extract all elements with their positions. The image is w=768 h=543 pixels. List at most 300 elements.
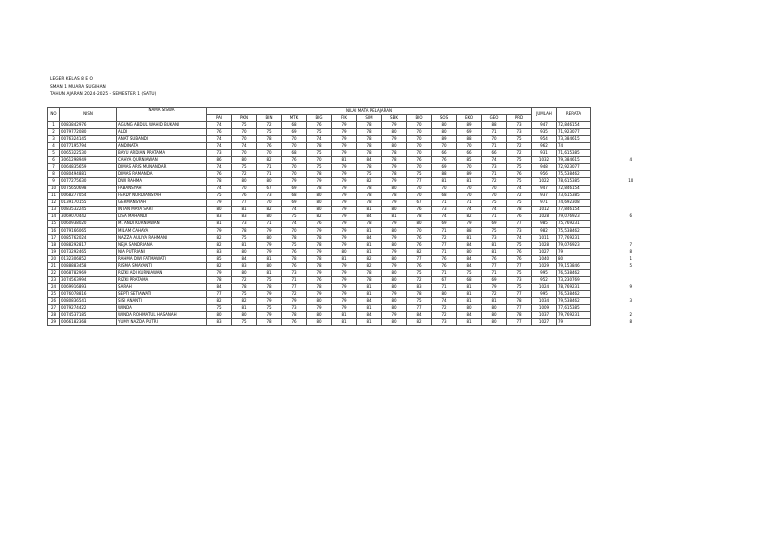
cell-rerata: 75,769231	[557, 220, 591, 227]
cell-score: 69	[282, 185, 307, 192]
cell-score: 84	[357, 213, 382, 220]
cell-score: 81	[482, 248, 507, 255]
cell-score: 79	[382, 220, 407, 227]
cell-score: 80	[382, 241, 407, 248]
cell-jumlah: 1037	[532, 312, 557, 319]
cell-nisn: 0069916893	[60, 284, 117, 291]
table-row	[48, 150, 671, 157]
cell-score: 79	[382, 136, 407, 143]
cell-score: 78	[257, 319, 282, 326]
cell-nisn: 0075650698	[60, 185, 117, 192]
cell-score: 79	[382, 248, 407, 255]
cell-score: 89	[457, 171, 482, 178]
cell-score: 81	[357, 248, 382, 255]
cell-jumlah: 1040	[532, 255, 557, 262]
cell-score: 69	[457, 129, 482, 136]
cell-rank: 9	[629, 283, 633, 289]
cell-score: 74	[482, 206, 507, 213]
cell-no: 2	[48, 129, 60, 136]
cell-jumlah: 952	[532, 277, 557, 284]
cell-rank: 10	[628, 178, 634, 184]
table-row	[48, 178, 671, 185]
cell-score: 78	[507, 312, 532, 319]
cell-score: 66	[482, 150, 507, 157]
table-row	[48, 171, 671, 178]
cell-score: 75	[357, 171, 382, 178]
cell-score: 70	[407, 143, 432, 150]
cell-score: 76	[257, 143, 282, 150]
cell-score: 78	[232, 284, 257, 291]
cell-score: 82	[207, 241, 232, 248]
cell-score: 80	[257, 263, 282, 270]
cell-score: 70	[407, 192, 432, 199]
cell-score: 76	[282, 319, 307, 326]
cell-score: 78	[357, 150, 382, 157]
cell-score: 78	[307, 241, 332, 248]
table-row	[48, 234, 671, 241]
cell-score: 80	[232, 248, 257, 255]
cell-score: 79	[332, 277, 357, 284]
table-row	[48, 227, 671, 234]
cell-score: 77	[407, 178, 432, 185]
cell-jumlah: 1029	[532, 263, 557, 270]
cell-score: 75	[207, 305, 232, 312]
cell-score: 82	[407, 248, 432, 255]
cell-score: 67	[432, 277, 457, 284]
cell-score: 75	[307, 164, 332, 171]
cell-score: 79	[332, 178, 357, 185]
cell-score: 71	[482, 270, 507, 277]
cell-score: 79	[382, 178, 407, 185]
cell-rank: 6	[629, 213, 633, 219]
cell-nama: RISMA SMAYANTI	[117, 263, 207, 270]
cell-score: 78	[507, 298, 532, 305]
cell-score: 82	[357, 263, 382, 270]
cell-score: 78	[357, 122, 382, 129]
cell-score: 80	[382, 206, 407, 213]
col-header-jumlah: JUMLAH	[532, 108, 557, 122]
cell-score: 69	[432, 220, 457, 227]
cell-score: 79	[307, 248, 332, 255]
col-header-subject: SIM	[357, 115, 382, 122]
cell-nisn: 3061298949	[60, 157, 117, 164]
cell-score: 80	[382, 284, 407, 291]
cell-score: 70	[407, 129, 432, 136]
cell-nisn: 0080494881	[60, 171, 117, 178]
cell-score: 79	[332, 136, 357, 143]
cell-no: 22	[48, 270, 60, 277]
cell-score: 83	[207, 213, 232, 220]
cell-score: 68	[282, 122, 307, 129]
cell-score: 76	[207, 129, 232, 136]
cell-score: 71	[432, 248, 457, 255]
cell-score: 80	[207, 312, 232, 319]
col-header-subject: BIG	[307, 115, 332, 122]
ledger-title: LEGER KELAS 8 E O	[50, 77, 93, 82]
cell-score: 82	[257, 206, 282, 213]
cell-score: 79	[332, 298, 357, 305]
cell-score: 75	[507, 284, 532, 291]
cell-score: 71	[257, 164, 282, 171]
cell-no: 8	[48, 171, 60, 178]
cell-score: 79	[332, 241, 357, 248]
cell-rank	[591, 164, 671, 171]
cell-nama: FERDY NURDIANSYAH	[117, 192, 207, 199]
cell-score: 80	[382, 277, 407, 284]
cell-score: 79	[382, 263, 407, 270]
cell-score: 72	[232, 171, 257, 178]
cell-score: 75	[232, 164, 257, 171]
cell-rank	[591, 143, 671, 150]
cell-score: 70	[232, 150, 257, 157]
cell-score: 78	[307, 143, 332, 150]
cell-score: 76	[407, 263, 432, 270]
cell-jumlah: 995	[532, 270, 557, 277]
cell-score: 76	[482, 255, 507, 262]
cell-nama: SARAH	[117, 284, 207, 291]
cell-rank: 5	[629, 262, 633, 268]
cell-score: 80	[382, 129, 407, 136]
cell-score: 67	[407, 199, 432, 206]
cell-score: 70	[407, 185, 432, 192]
cell-score: 81	[207, 220, 232, 227]
cell-score: 80	[432, 122, 457, 129]
cell-score: 76	[507, 255, 532, 262]
col-header-subject: BIO	[407, 115, 432, 122]
table-row	[48, 241, 671, 248]
cell-score: 81	[457, 284, 482, 291]
cell-score: 80	[482, 319, 507, 326]
cell-score: 75	[507, 241, 532, 248]
cell-score: 70	[232, 129, 257, 136]
cell-score: 68	[282, 192, 307, 199]
cell-score: 80	[382, 319, 407, 326]
cell-no: 11	[48, 192, 60, 199]
cell-no: 25	[48, 291, 60, 298]
cell-score: 79	[282, 178, 307, 185]
cell-score: 74	[207, 136, 232, 143]
col-header-blank	[591, 108, 671, 122]
cell-score: 74	[282, 220, 307, 227]
cell-score: 74	[432, 298, 457, 305]
table-row	[48, 298, 671, 305]
cell-score: 79	[257, 298, 282, 305]
cell-score: 80	[307, 206, 332, 213]
cell-nisn: 0068782969	[60, 270, 117, 277]
cell-nisn: 0139170155	[60, 199, 117, 206]
cell-score: 78	[307, 263, 332, 270]
cell-rerata: 75,538462	[557, 227, 591, 234]
cell-score: 82	[307, 213, 332, 220]
cell-score: 84	[407, 312, 432, 319]
cell-score: 79	[332, 150, 357, 157]
cell-rank: 7	[629, 241, 633, 247]
cell-score: 79	[207, 199, 232, 206]
cell-no: 20	[48, 255, 60, 262]
table-row	[48, 319, 671, 326]
cell-score: 70	[482, 185, 507, 192]
cell-score: 78	[407, 291, 432, 298]
cell-score: 80	[257, 213, 282, 220]
cell-score: 78	[307, 255, 332, 262]
cell-jumlah: 1027	[532, 248, 557, 255]
cell-rank: 8	[629, 248, 633, 254]
cell-no: 21	[48, 263, 60, 270]
cell-score: 85	[207, 255, 232, 262]
table-row	[48, 213, 671, 220]
cell-score: 73	[482, 164, 507, 171]
cell-rank	[591, 270, 671, 277]
table-row	[48, 255, 671, 262]
cell-score: 70	[407, 122, 432, 129]
cell-score: 70	[407, 150, 432, 157]
cell-score: 76	[207, 171, 232, 178]
cell-jumlah: 947	[532, 185, 557, 192]
cell-score: 77	[407, 305, 432, 312]
cell-score: 78	[307, 284, 332, 291]
cell-score: 70	[457, 143, 482, 150]
cell-score: 75	[257, 129, 282, 136]
cell-score: 66	[457, 150, 482, 157]
cell-nisn: 0065322530	[60, 150, 117, 157]
cell-score: 81	[457, 319, 482, 326]
cell-rank	[591, 185, 671, 192]
cell-jumlah: 982	[532, 227, 557, 234]
cell-rank: 1	[629, 255, 633, 261]
cell-score: 81	[357, 319, 382, 326]
cell-score: 78	[257, 284, 282, 291]
cell-score: 70	[257, 150, 282, 157]
cell-score: 76	[507, 171, 532, 178]
cell-score: 71	[482, 171, 507, 178]
cell-score: 86	[207, 157, 232, 164]
cell-score: 76	[232, 192, 257, 199]
cell-score: 75	[507, 178, 532, 185]
cell-nama: BAYU ARDIAN PRATAMA	[117, 150, 207, 157]
cell-nama: M. ANDI KURNIAWAN	[117, 220, 207, 227]
cell-nama: CAHYA QURNIAWAN	[117, 157, 207, 164]
cell-score: 77	[207, 291, 232, 298]
school-name: SMAN 1 MUARA SUGIHAN	[50, 84, 106, 90]
cell-nisn: 0068277054	[60, 192, 117, 199]
cell-rerata: 73,615385	[557, 192, 591, 199]
table-row	[48, 185, 671, 192]
cell-nama: DIMAS ARIS MUNANDAR	[117, 164, 207, 171]
cell-score: 73	[282, 305, 307, 312]
cell-no: 5	[48, 150, 60, 157]
cell-no: 6	[48, 157, 60, 164]
cell-nama: WINDA	[117, 305, 207, 312]
table-row	[48, 129, 671, 136]
cell-nisn: 3069070442	[60, 213, 117, 220]
ledger-header	[50, 76, 156, 99]
cell-score: 80	[382, 305, 407, 312]
cell-score: 75	[507, 270, 532, 277]
cell-score: 79	[307, 305, 332, 312]
cell-nama: ALDI	[117, 129, 207, 136]
cell-score: 78	[357, 164, 382, 171]
cell-score: 70	[407, 164, 432, 171]
cell-score: 74	[207, 185, 232, 192]
cell-score: 78	[357, 192, 382, 199]
cell-score: 81	[232, 206, 257, 213]
col-header-rerata: RERATA	[557, 108, 591, 122]
cell-score: 72	[432, 305, 457, 312]
cell-nama: SISI ANANTI	[117, 298, 207, 305]
cell-score: 71	[432, 270, 457, 277]
cell-score: 70	[232, 136, 257, 143]
cell-score: 78	[357, 185, 382, 192]
cell-score: 79	[307, 270, 332, 277]
cell-score: 78	[307, 234, 332, 241]
cell-score: 75	[507, 157, 532, 164]
cell-score: 70	[482, 136, 507, 143]
cell-score: 80	[232, 270, 257, 277]
cell-score: 71	[257, 220, 282, 227]
cell-score: 80	[307, 192, 332, 199]
table-row	[48, 192, 671, 199]
cell-nama: MILAM CAHAYA	[117, 227, 207, 234]
cell-score: 82	[207, 263, 232, 270]
cell-rerata: 79,384615	[557, 157, 591, 164]
cell-score: 81	[232, 305, 257, 312]
cell-score: 77	[507, 319, 532, 326]
cell-score: 70	[282, 136, 307, 143]
cell-score: 79	[332, 122, 357, 129]
cell-score: 69	[282, 199, 307, 206]
cell-score: 84	[457, 312, 482, 319]
cell-score: 89	[432, 136, 457, 143]
cell-score: 70	[457, 192, 482, 199]
cell-score: 71	[457, 199, 482, 206]
cell-score: 70	[232, 185, 257, 192]
cell-score: 79	[332, 192, 357, 199]
cell-rank	[591, 291, 671, 298]
cell-jumlah: 1011	[532, 234, 557, 241]
cell-score: 83	[232, 213, 257, 220]
cell-score: 78	[407, 213, 432, 220]
cell-score: 82	[207, 298, 232, 305]
cell-score: 76	[407, 157, 432, 164]
cell-score: 81	[332, 319, 357, 326]
cell-score: 70	[432, 185, 457, 192]
cell-score: 79	[332, 220, 357, 227]
cell-rank	[591, 277, 671, 284]
cell-score: 73	[507, 129, 532, 136]
cell-score: 71	[432, 284, 457, 291]
cell-score: 73	[282, 270, 307, 277]
cell-score: 72	[507, 192, 532, 199]
cell-rank	[591, 305, 671, 312]
cell-score: 78	[307, 185, 332, 192]
cell-score: 79	[257, 248, 282, 255]
cell-score: 79	[332, 164, 357, 171]
cell-nisn: 0060938020	[60, 220, 117, 227]
cell-nisn: 0088883458	[60, 263, 117, 270]
table-row	[48, 143, 671, 150]
cell-score: 79	[457, 220, 482, 227]
cell-score: 80	[382, 227, 407, 234]
cell-nisn: 0077275630	[60, 178, 117, 185]
cell-jumlah: 1028	[532, 213, 557, 220]
cell-score: 79	[207, 227, 232, 234]
cell-no: 19	[48, 248, 60, 255]
cell-no: 26	[48, 298, 60, 305]
cell-rerata: 73,384615	[557, 136, 591, 143]
cell-score: 75	[257, 305, 282, 312]
cell-score: 71	[482, 143, 507, 150]
cell-score: 73	[507, 227, 532, 234]
cell-nisn: 3074563994	[60, 277, 117, 284]
col-header-subject: PAI	[207, 115, 232, 122]
cell-score: 81	[482, 298, 507, 305]
cell-score: 81	[457, 291, 482, 298]
cell-score: 78	[357, 277, 382, 284]
academic-year: TAHUN AJARAN 2024-2025 - SEMESTER 1 (SATU)	[50, 92, 157, 98]
cell-score: 81	[257, 255, 282, 262]
cell-score: 70	[307, 157, 332, 164]
cell-no: 18	[48, 241, 60, 248]
cell-score: 75	[482, 199, 507, 206]
cell-rerata: 79	[557, 319, 591, 326]
table-row	[48, 206, 671, 213]
cell-score: 78	[382, 192, 407, 199]
cell-rerata: 73,230769	[557, 277, 591, 284]
cell-score: 75	[207, 192, 232, 199]
cell-score: 75	[507, 199, 532, 206]
col-header-subject: MTK	[282, 115, 307, 122]
cell-score: 81	[432, 178, 457, 185]
cell-score: 80	[382, 270, 407, 277]
cell-score: 80	[482, 305, 507, 312]
cell-jumlah: 1028	[532, 241, 557, 248]
cell-score: 80	[232, 312, 257, 319]
cell-score: 78	[382, 150, 407, 157]
cell-score: 77	[507, 220, 532, 227]
cell-score: 78	[282, 234, 307, 241]
cell-rerata: 79,538462	[557, 298, 591, 305]
cell-score: 75	[407, 171, 432, 178]
cell-score: 76	[507, 213, 532, 220]
cell-rerata: 79	[557, 248, 591, 255]
cell-score: 68	[457, 277, 482, 284]
cell-nisn: 0064835659	[60, 164, 117, 171]
cell-score: 82	[257, 157, 282, 164]
table-row	[48, 277, 671, 284]
cell-score: 80	[432, 291, 457, 298]
cell-score: 77	[507, 305, 532, 312]
cell-nama: DIMAS RAMANDA	[117, 171, 207, 178]
cell-score: 78	[357, 270, 382, 277]
cell-score: 66	[432, 150, 457, 157]
cell-rerata: 79,076923	[557, 213, 591, 220]
cell-score: 76	[282, 157, 307, 164]
cell-nisn: 0083532245	[60, 206, 117, 213]
cell-rerata: 76,538462	[557, 291, 591, 298]
table-row	[48, 284, 671, 291]
cell-score: 76	[307, 122, 332, 129]
cell-score: 76	[432, 255, 457, 262]
cell-score: 80	[382, 185, 407, 192]
cell-score: 79	[332, 284, 357, 291]
cell-score: 72	[482, 291, 507, 298]
cell-score: 73	[482, 234, 507, 241]
cell-no: 13	[48, 206, 60, 213]
cell-rerata: 80	[557, 255, 591, 262]
cell-no: 24	[48, 284, 60, 291]
cell-jumlah: 962	[532, 143, 557, 150]
cell-score: 79	[332, 171, 357, 178]
